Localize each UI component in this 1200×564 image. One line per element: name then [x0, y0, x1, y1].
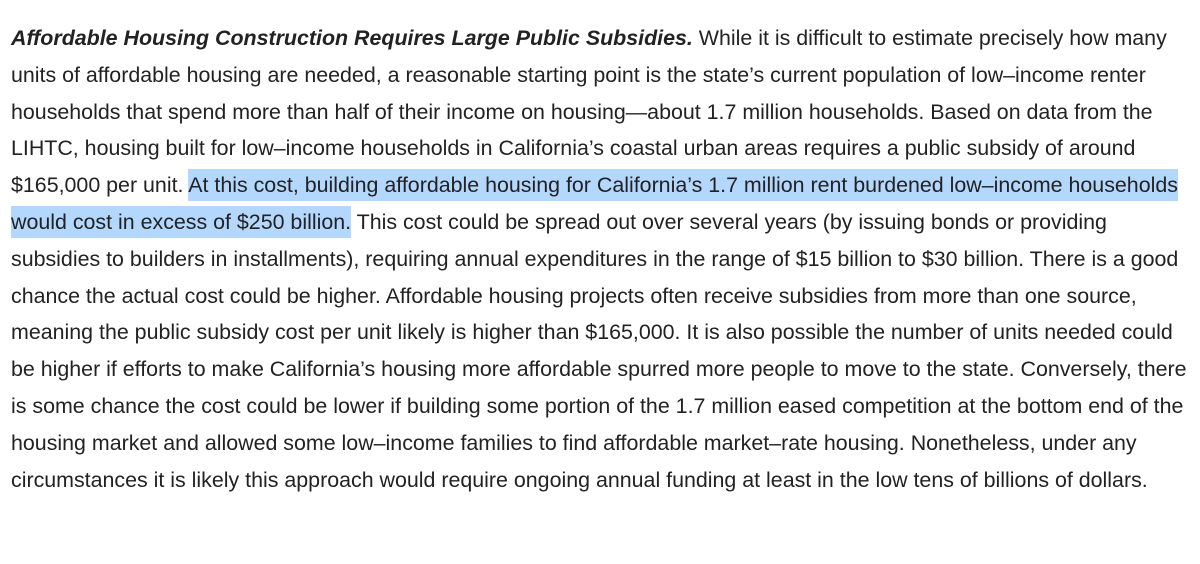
- document-page: [11, 20, 1193, 498]
- selected-text[interactable]: At this cost, building affordable housing for California’s 1.7 million rent burdened low–income households would cost in excess of $250 billion.: [11, 169, 1178, 238]
- paragraph-text-after-selection: This cost could be spread out over several years (by issuing bonds or providing subsidies to builders in installments), requiring annual expenditures in the range of $15 billion to $30 billion. There is a good chance the actual cost could be higher. Affordable housing projects often receive subsidies from more than one source, meaning the public subsidy cost per unit likely is higher than $165,000. It is also possible the number of units needed could be higher if efforts to make California’s housing more affordable spurred more people to move to the state. Conversely, there is some chance the cost could be lower if building some portion of the 1.7 million eased competition at the bottom end of the housing market and allowed some low–income families to find affordable market–rate housing. Nonetheless, under any circumstances it is likely this approach would require ongoing annual funding at least in the low tens of billions of dollars.: [11, 209, 1187, 492]
- paragraph-text-before-selection: While it is difficult to estimate precisely how many units of affordable housing are needed, a reasonable starting point is the state’s current population of low–income renter households that spend more than half of their income on housing—about 1.7 million households. Based on data from the LIHTC, housing built for low–income households in California’s coastal urban areas requires a public subsidy of around $165,000 per unit.: [11, 26, 1167, 198]
- top-edge: [0, 0, 1200, 2]
- body-paragraph: [11, 20, 1193, 498]
- paragraph-lead-heading: Affordable Housing Construction Requires Large Public Subsidies.: [11, 26, 693, 50]
